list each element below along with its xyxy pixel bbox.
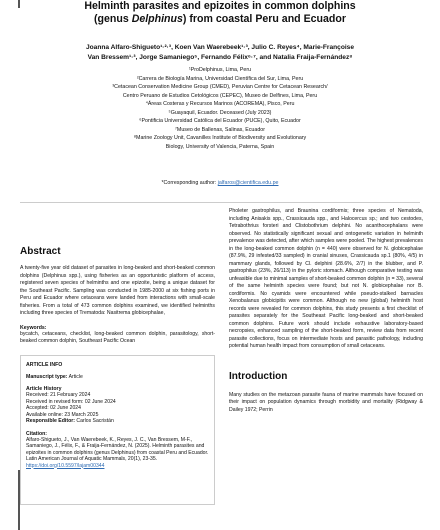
abstract-heading: Abstract (20, 246, 61, 257)
right-column (229, 208, 423, 414)
affiliation: ⁴Áreas Costeras y Recursos Marinos (ACOREMA), Pisco, Peru (145, 101, 295, 107)
author-line-1: Joanna Alfaro-Shigueto¹·²·³, Koen Van Waerebeek¹·³, Julio C. Reyes⁴, Marie-Françoise (85, 44, 355, 51)
introduction-heading: Introduction (229, 370, 288, 382)
introduction-text: Many studies on the metazoan parasite fauna of marine mammals have focused on their impact on population dynamics through morbidity and mortality (Ridgway & Dailey 1972; Perrin (229, 391, 423, 413)
citation-doi-link[interactable]: https://doi.org/10.5597/lajam00344 (26, 462, 105, 469)
citation-label: Citation: (26, 430, 48, 437)
corresponding-email-link[interactable]: jalfaros@cientifica.edu.pe (217, 180, 279, 186)
author-line-2: Van Bressem¹·³, Jorge Samaniego⁵, Fernando Félix⁶·⁷, and Natalia Fraija-Fernández⁸ (87, 53, 353, 61)
manuscript-label: Manuscript type: (26, 373, 68, 380)
affiliation: ²Carrera de Biología Marina, Universidad Científica del Sur, Lima, Peru (136, 75, 304, 82)
keywords-label: Keywords: (20, 324, 47, 331)
abstract-continued-text: Pholeter gastrophilus, and Braunina cordiformis; three species of Nematoda, including Anisakis spp., Crassicauda spp., and Halocercus sp.; and two cestodes, Tetrabothrius forsteri and Clistobothrium delphini. No acanthocephalans were observed. No statistically significant sexual and ontogenetic variation in helminth prevalence was detected, after which samples were pooled. The highest prevalences in the long-beaked common dolphin (n = 440) were observed for N. globicephalae (87.9%, 29 infested/33 sampled) in cranial sinuses, Crassicauda sp.1 (80%, 4/5) in mammary glands, followed by Cl. delphini (28.6%, 2/7) in the blubber, and P. gastrophilus (23%, 26/113) in the pyloric stomach. Although comparative testing was unfeasible due to minimal samples of short-beaked common dolphin (n = 33), several of the same helminth species were found; but not N. globicephalae nor B. cordiformis. No cyamids were encountered while pseudo-stalked barnacles Xenobalanus globicipitis were common. Although no new (global) helminth host records were revealed for common dolphins, this study presents a first checklist of parasites separately for the Southeast Pacific long-beaked and short-beaked common dolphins. Future work should include exhaustive laboratory-based necropsies, enhanced sampling of the short-beaked form, review data from recent parasite collections, focus on intermediate hosts and parasitic pathology, including potential human health impact from consumption of small cetaceans. (229, 208, 423, 349)
author-list (30, 43, 410, 62)
article-info-box (20, 355, 215, 505)
editor-value: Carlos Sacristán (75, 418, 114, 424)
affiliation: ³Cetacean Conservation Medicine Group (CMED), Peruvian Centre for Cetacean Research/ (112, 84, 328, 90)
history-item: Available online: 23 March 2025 (26, 411, 99, 418)
citation-body: Alfaro-Shigueto, J., Van Waerebeek, K., Reyes, J. C., Van Bressem, M-F., Samaniego, J., Félix, F., & Fraija-Fernández, N. (2025). Helminth parasites and epizoites in common dolphins (genus Delphinus) from coastal Peru and Ecuador. Latin American Journal of Aquatic Mammals, 20(1), 23-35. (26, 436, 209, 462)
affiliation: ⁸Marine Zoology Unit, Cavanilles Institute of Biodiversity and Evolutionary (133, 135, 307, 141)
affiliation: ⁶Pontificia Universidad Católica del Ecuador (PUCE), Quito, Ecuador (139, 118, 301, 124)
title-text: (genus (94, 13, 132, 25)
affiliation: Centro Peruano de Estudios Cetológicos (CEPEC), Museo de Delfines, Lima, Peru (122, 92, 318, 99)
affiliation: ⁵Guayaquil, Ecuador. Deceased (July 2023) (168, 109, 272, 116)
affiliation: ¹ProDelphinus, Lima, Peru (188, 67, 252, 73)
title-text: ) from coastal Peru and Ecuador (182, 13, 346, 25)
divider (20, 202, 420, 203)
citation-text (26, 437, 209, 470)
title-genus: Delphinus (131, 13, 183, 25)
corresponding-author (40, 180, 400, 186)
left-column (20, 208, 215, 505)
abstract-text: A twenty-five year old dataset of parasites in long-beaked and short-beaked common dolphins (Delphinus spp.), using fisheries as an opportunistic platform of access, registered seven species of helminths and one epizoite, being a unique dataset for the Southeast Pacific. Sampling was conducted in 1985-2000 at six fishing ports in Peru and Ecuador where cetaceans were landed from interactions with small-scale fisheries. From a total of 473 common dolphins examined, we identified helminths including three species of Trematoda: Nasitrema globicephalae, (20, 265, 215, 316)
affiliation-list (40, 66, 400, 151)
affiliation: Biology, University of Valencia, Paterna, Spain (165, 143, 275, 150)
title-line-2 (20, 13, 420, 26)
history-item: Received in revised form: 02 June 2024 (26, 398, 116, 405)
article-info-heading: ARTICLE INFO (26, 361, 63, 368)
editor-label: Responsible Editor: (26, 418, 75, 424)
paper-title (20, 0, 420, 26)
affiliation: ⁷Museo de Ballenas, Salinas, Ecuador (175, 126, 265, 133)
title-line-1: Helminth parasites and epizoites in common dolphins (84, 0, 356, 12)
bottom-rule (18, 470, 20, 530)
history-item: Received: 21 February 2024 (26, 392, 91, 398)
corresponding-label: *Corresponding author: (161, 180, 218, 186)
keywords-text: bycatch, cetaceans, checklist, long-beaked common dolphin, parasitology, short-beaked common dolphin, Southeast Pacific Ocean (20, 330, 215, 344)
manuscript-value: Article (67, 373, 83, 380)
history-label: Article History (26, 386, 62, 392)
history-item: Accepted: 02 June 2024 (26, 405, 81, 411)
